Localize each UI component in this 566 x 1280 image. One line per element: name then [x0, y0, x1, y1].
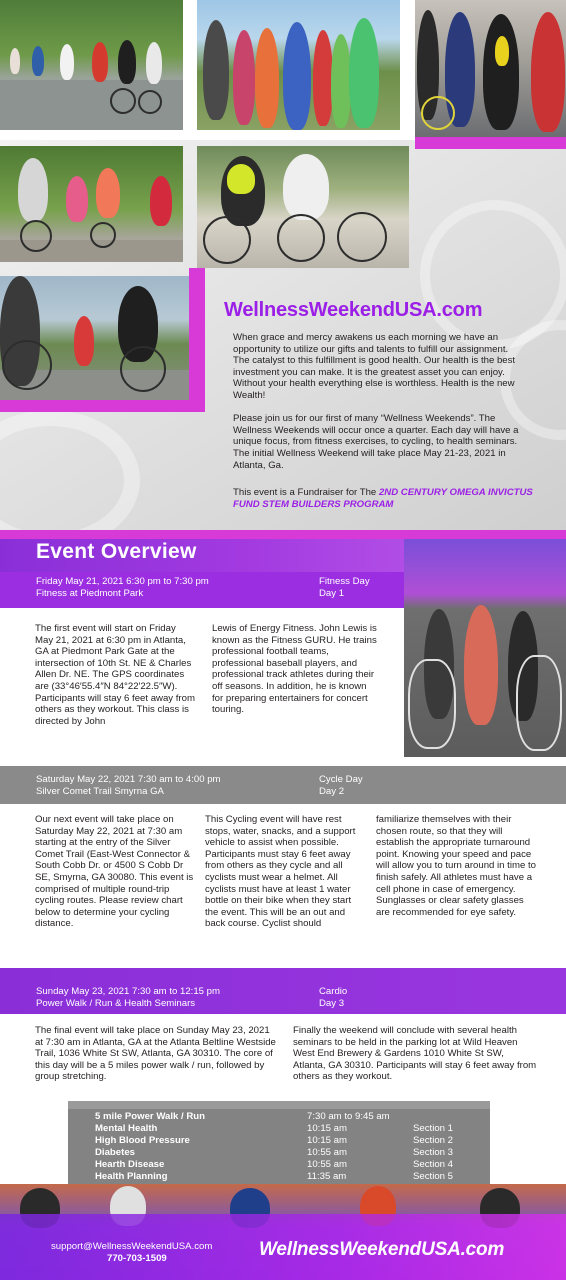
- day-2-text-column-1: Our next event will take place on Saturday May 22, 2021 at 7:30 am starting at the entry of the Silver Comet Trail (East-West Connector & South Cobb Dr. or 4500 S Cobb Dr SE, Smyrna, GA 30080. This event is comprised of multiple round-trip cycling routes. Please review chart below to determine your cycling distance.: [35, 814, 194, 930]
- schedule-table: [68, 1101, 490, 1184]
- decor-magenta-bar-vertical: [189, 268, 205, 412]
- day-1-band: [0, 572, 404, 608]
- schedule-activity: Hearth Disease: [95, 1159, 165, 1170]
- schedule-activity: Diabetes: [95, 1147, 135, 1158]
- schedule-section: Section 4: [413, 1159, 454, 1170]
- schedule-time: 10:15 am: [307, 1135, 348, 1146]
- day-2-band: [0, 766, 566, 804]
- day-1-location: Fitness at Piedmont Park: [36, 588, 144, 599]
- photo-cyclists-pedaling: [404, 539, 566, 757]
- overview-title: Event Overview: [36, 540, 197, 563]
- photo-group-cyclists-road: [0, 0, 183, 130]
- photo-group-runners: [197, 0, 400, 130]
- day-2-text-column-3: familiarize themselves with their chosen route, so that they will establish the appropriate turnaround point. Knowing your speed and pace will allow you to turn around in time to finish safely. All athletes must have a cell phone in case of emergency. Sunglasses or clear safety glasses are recommended for eye safety.: [376, 814, 536, 918]
- day-3-label: Day 3: [319, 998, 345, 1009]
- schedule-time: 10:55 am: [307, 1147, 348, 1158]
- day-3-date-time: Sunday May 23, 2021 7:30 am to 12:15 pm: [36, 986, 221, 997]
- photo-road-racers: [197, 146, 409, 268]
- photo-cycling-team: [415, 0, 566, 137]
- day-1-date-time: Friday May 21, 2021 6:30 pm to 7:30 pm: [36, 576, 209, 587]
- schedule-activity: 5 mile Power Walk / Run: [95, 1111, 205, 1122]
- schedule-row: [68, 1135, 490, 1147]
- contact-phone[interactable]: 770-703-1509: [107, 1253, 167, 1264]
- schedule-row: [68, 1123, 490, 1135]
- schedule-time: 10:55 am: [307, 1159, 348, 1170]
- schedule-section: Section 3: [413, 1147, 454, 1158]
- day-1-text-column-2: Lewis of Energy Fitness. John Lewis is known as the Fitness GURU. He trains professional football teams, professional baseball players, and professional track athletes during their off seasons. In addition, he is known for preparing entertainers for concert touring.: [212, 623, 377, 716]
- fundraiser-prefix: This event is a Fundraiser for The: [233, 487, 379, 498]
- footer-brand: WellnessWeekendUSA.com: [259, 1239, 505, 1260]
- intro-text: [233, 332, 523, 483]
- schedule-row: [68, 1147, 490, 1159]
- site-title: WellnessWeekendUSA.com: [224, 299, 483, 321]
- footer-cyclists-photo: [0, 1184, 566, 1280]
- schedule-section: Section 2: [413, 1135, 454, 1146]
- schedule-time: 10:15 am: [307, 1123, 348, 1134]
- schedule-time: 11:35 am: [307, 1171, 347, 1182]
- day-3-text-column-1: The final event will take place on Sunday May 23, 2021 at 7:30 am in Atlanta, GA at the Atlanta Beltline Westside Trail, 1036 White St SW, Atlanta, GA 30310. The core of this day will be a 5 miles power walk / run, followed by group stretching.: [35, 1025, 276, 1083]
- day-2-theme: Cycle Day: [319, 774, 363, 785]
- day-2-location: Silver Comet Trail Smyrna GA: [36, 786, 164, 797]
- schedule-activity: Health Planning: [95, 1171, 168, 1182]
- fundraiser-name: 2ND CENTURY OMEGA INVICTUS FUND STEM BUILDERS PROGRAM: [233, 487, 533, 510]
- schedule-row: [68, 1159, 490, 1171]
- schedule-activity: Mental Health: [95, 1123, 158, 1134]
- schedule-time: 7:30 am to 9:45 am: [307, 1111, 390, 1122]
- day-3-location: Power Walk / Run & Health Seminars: [36, 998, 196, 1009]
- day-2-text-column-2: This Cycling event will have rest stops, water, snacks, and a support vehicle to assist when possible. Participants must stay 6 feet away from others as they cycle and all cyclists must wear a helmet. All cyclists must have at least 1 water bottle on their bike when they start the event. This will be an out and back course. Cyclist should: [205, 814, 356, 930]
- schedule-activity: High Blood Pressure: [95, 1135, 190, 1146]
- photo-cyclists-park: [0, 146, 183, 262]
- intro-paragraph-1: When grace and mercy awakens us each morning we have an opportunity to utilize our gifts and talents to fulfill our assignment. The catalyst to this fulfillment is good health. Our health is the best investment you can make. It is the greatest asset you can enjoy. Without your health everything else is worthless. Health is the new Wealth!: [233, 332, 516, 401]
- schedule-row: [68, 1171, 490, 1183]
- schedule-section: Section 1: [413, 1123, 454, 1134]
- day-3-band: [0, 968, 566, 1014]
- day-1-theme: Fitness Day: [319, 576, 370, 587]
- intro-paragraph-2: Please join us for our first of many “Wellness Weekends”. The Wellness Weekends will occur once a quarter. Each day will have a unique focus, from fitness exercises, to cycling, to health seminars. The initial Wellness Weekend will take place May 21-23, 2021 in Atlanta, Ga.: [233, 413, 519, 471]
- day-2-date-time: Saturday May 22, 2021 7:30 am to 4:00 pm: [36, 774, 221, 785]
- decor-magenta-bar: [415, 137, 566, 149]
- day-1-label: Day 1: [319, 588, 345, 599]
- schedule-section: Section 5: [413, 1171, 454, 1182]
- day-2-label: Day 2: [319, 786, 345, 797]
- day-3-theme: Cardio: [319, 986, 348, 997]
- day-3-text-column-2: Finally the weekend will conclude with several health seminars to be held in the parking lot at Wild Heaven West End Brewery & Gardens 1010 White St SW, Atlanta, GA 30310. Participants will stay 6 feet away from others as they workout.: [293, 1025, 537, 1083]
- schedule-row: [68, 1111, 490, 1123]
- fundraiser-line: [233, 487, 533, 510]
- contact-email-link[interactable]: support@WellnessWeekendUSA.com: [51, 1241, 213, 1252]
- photo-cyclists-trail: [0, 276, 189, 400]
- day-1-text-column-1: The first event will start on Friday May 21, 2021 at 6:30 pm in Atlanta, GA at Piedmont Park Gate at the intersection of 10th St. NE & Charles Allen Dr. NE. The GPS coordinates are (33°46′55.4″N 84°22′22.5″W). Participants will stay 6 feet away from others as they workout. This class is directed by John: [35, 623, 195, 727]
- decor-magenta-bar-bottom: [0, 400, 205, 412]
